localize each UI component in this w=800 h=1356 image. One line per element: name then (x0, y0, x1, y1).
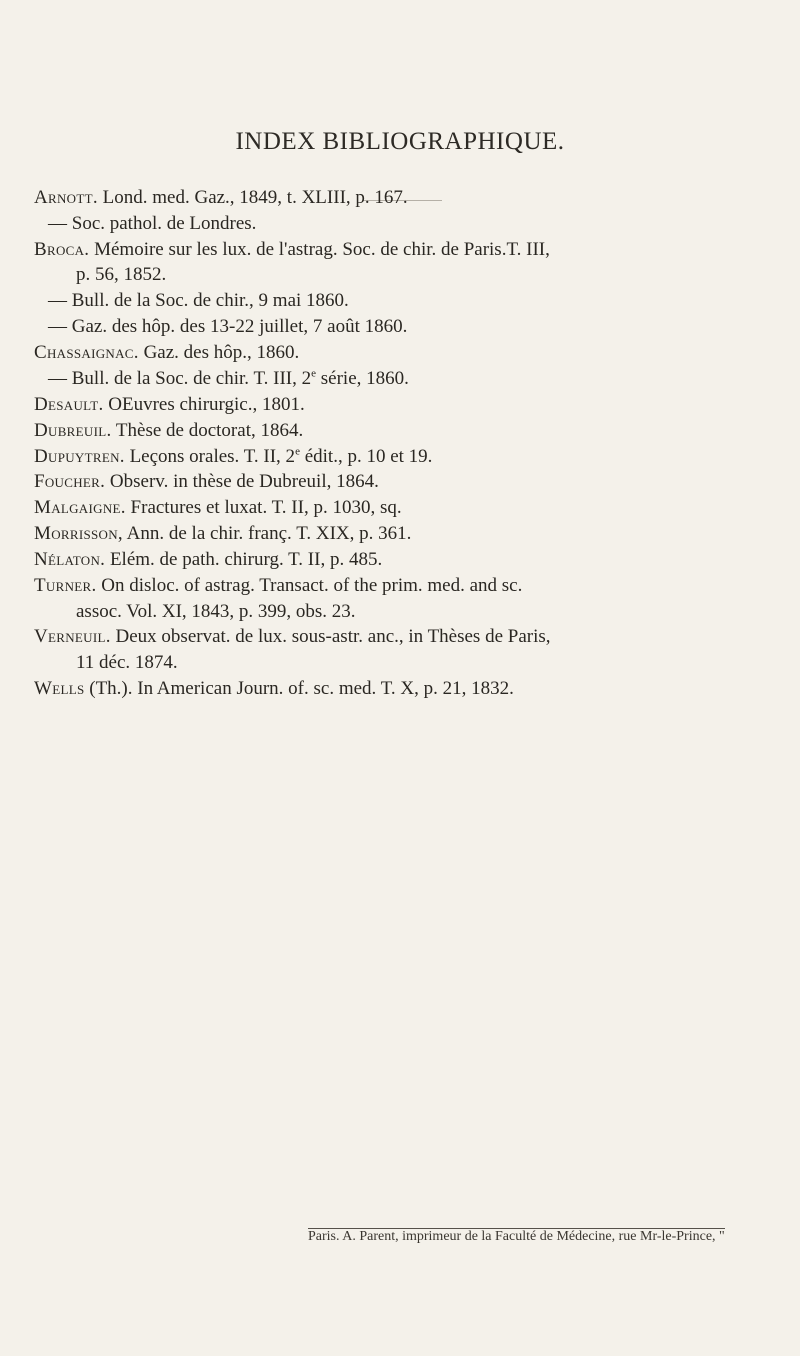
entry-text: Thèse de doctorat, 1864. (111, 420, 304, 441)
entry-text: Mémoire sur les lux. de l'astrag. Soc. de chir. de Paris.T. III, (89, 239, 550, 260)
bibliography-entry (34, 419, 303, 443)
entry-text: Gaz. des hôp., 1860. (138, 342, 300, 363)
bibliography-entry (48, 212, 256, 236)
entry-author: Dubreuil. (34, 420, 112, 441)
entry-text: assoc. Vol. XI, 1843, p. 399, obs. 23. (76, 601, 356, 622)
bibliography-entry (34, 496, 402, 520)
entry-text: Deux observat. de lux. sous-astr. anc., in Thèses de Paris, (110, 626, 551, 647)
entry-text: — Bull. de la Soc. de chir., 9 mai 1860. (48, 290, 349, 311)
entry-text: — Gaz. des hôp. des 13-22 juillet, 7 août 1860. (48, 316, 408, 337)
bibliography-entry (34, 341, 299, 365)
bibliography-entry (48, 289, 349, 313)
entry-text-continued: édit., p. 10 et 19. (299, 446, 433, 467)
entry-text: On disloc. of astrag. Transact. of the prim. med. and sc. (96, 575, 523, 596)
entry-text: Ann. de la chir. franç. T. XIX, p. 361. (122, 523, 412, 544)
bibliography-entry (48, 367, 409, 391)
entry-text: — Bull. de la Soc. de chir. T. III, 2 (48, 368, 312, 389)
bibliography-entry (34, 186, 408, 210)
entry-author: Wells (34, 678, 85, 699)
bibliography-entry (76, 651, 178, 675)
entry-superscript: e (295, 445, 300, 458)
imprint-text: Paris. A. Parent, imprimeur de la Faculté de Médecine, rue Mr-le-Prince, " (308, 1229, 725, 1244)
bibliography-entry (76, 600, 356, 624)
bibliography-entry (34, 445, 432, 469)
entry-author: Morrisson, (34, 523, 123, 544)
entry-author: Chassaignac. (34, 342, 139, 363)
entry-superscript: e (311, 367, 317, 380)
entry-text: Fractures et luxat. T. II, p. 1030, sq. (125, 497, 402, 518)
bibliography-entry (34, 677, 514, 701)
bibliography-entry (34, 574, 522, 598)
bibliography-entry (48, 315, 407, 339)
bibliography-entry (34, 548, 382, 572)
entry-text: 11 déc. 1874. (76, 652, 178, 673)
entry-text: (Th.). In American Journ. of. sc. med. T. X, p. 21, 1832. (84, 678, 514, 699)
bibliography-entry (34, 522, 411, 546)
page-title: INDEX BIBLIOGRAPHIQUE. (235, 128, 565, 155)
printer-imprint (308, 1228, 725, 1245)
bibliography-entry (76, 263, 166, 287)
entry-author: Verneuil. (34, 626, 111, 647)
entry-author: Broca. (34, 239, 90, 260)
entry-text: Lond. med. Gaz., 1849, t. XLIII, p. 167. (97, 187, 408, 208)
entry-author: Nélaton. (34, 549, 106, 570)
entry-author: Malgaigne. (34, 497, 126, 518)
entry-author: Turner. (34, 575, 97, 596)
entry-author: Desault. (34, 394, 104, 415)
bibliography-entry (34, 238, 550, 262)
entry-author: Foucher. (34, 471, 106, 492)
bibliography-entry (34, 625, 551, 649)
entry-author: Arnott. (34, 187, 98, 208)
entry-text: OEuvres chirurgic., 1801. (103, 394, 305, 415)
bibliography-entry (34, 470, 379, 494)
entry-author: Dupuytren. (34, 446, 125, 467)
bibliography-entry (34, 393, 305, 417)
entry-text: — Soc. pathol. de Londres. (48, 213, 257, 234)
entry-text-continued: série, 1860. (316, 368, 409, 389)
entry-text: Leçons orales. T. II, 2 (124, 446, 296, 467)
entry-text: p. 56, 1852. (76, 264, 167, 285)
entry-text: Elém. de path. chirurg. T. II, p. 485. (105, 549, 383, 570)
entry-text: Observ. in thèse de Dubreuil, 1864. (105, 471, 379, 492)
